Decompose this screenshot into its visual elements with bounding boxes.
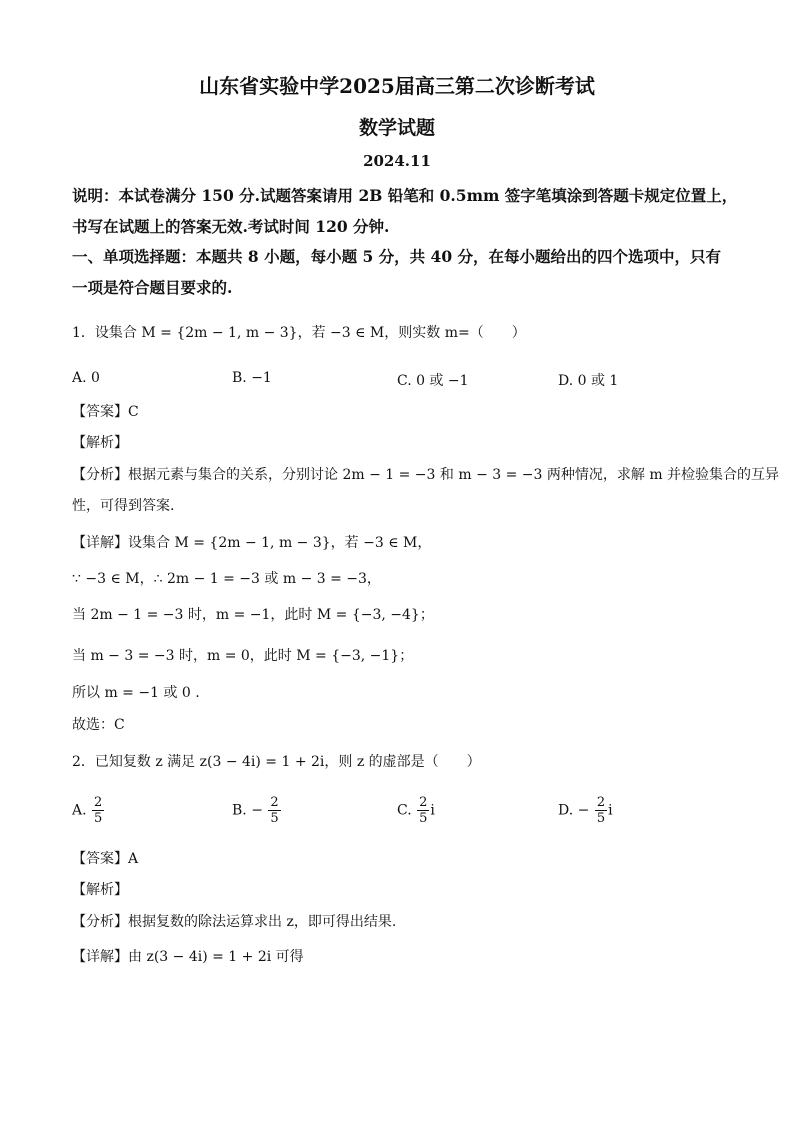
fraction-numerator: 2 <box>419 795 428 810</box>
imaginary-unit: i <box>430 802 435 819</box>
q2-option-c-fraction <box>417 795 429 826</box>
fraction-numerator: 2 <box>94 795 103 810</box>
q1-stem: 1．设集合 M = {2m − 1, m − 3}，若 −3 ∈ M，则实数 m=（ ） <box>72 325 526 341</box>
q2-option-b-fraction <box>268 795 280 826</box>
q2-stem: 2．已知复数 z 满足 z(3 − 4i) = 1 + 2i，则 z 的虚部是（ ） <box>72 754 481 770</box>
fraction-denominator: 5 <box>419 811 428 826</box>
imaginary-unit: i <box>608 802 613 819</box>
page-subtitle: 数学试题 <box>358 117 435 139</box>
q2-option-a-fraction <box>92 795 104 826</box>
q1-fenxi-line-2: 性，可得到答案. <box>72 498 175 514</box>
fraction-numerator: 2 <box>596 795 606 810</box>
section-heading-line-1: 一、单项选择题：本题共 8 小题，每小题 5 分，共 40 分，在每小题给出的四个选项中，只有 <box>72 247 722 266</box>
q2-detail-line-1: 【详解】由 z(3 − 4i) = 1 + 2i 可得 <box>72 949 304 965</box>
q1-detail-line-2: ∵ −3 ∈ M，∴ 2m − 1 = −3 或 m − 3 = −3， <box>72 571 381 587</box>
q1-detail-line-3: 当 2m − 1 = −3 时，m = −1，此时 M = {−3, −4}； <box>72 607 434 623</box>
q2-option-c-label: C. <box>397 802 412 819</box>
q2-fenxi: 【分析】根据复数的除法运算求出 z，即可得出结果. <box>72 914 397 930</box>
q2-option-b <box>232 795 282 826</box>
q1-answer: 【答案】C <box>72 404 139 420</box>
q1-detail-line-5: 所以 m = −1 或 0 . <box>72 685 200 701</box>
exam-date: 2024.11 <box>363 152 431 170</box>
q1-detail-line-4: 当 m − 3 = −3 时，m = 0，此时 M = {−3, −1}； <box>72 648 414 664</box>
q2-option-d <box>558 795 613 826</box>
q1-option-a: A. 0 <box>72 370 100 386</box>
q2-option-c <box>397 795 435 826</box>
q1-fenxi-line-1: 【分析】根据元素与集合的关系，分别讨论 2m − 1 = −3 和 m − 3 = −3 两种情况，求解 m 并检验集合的互异 <box>72 467 780 483</box>
q2-option-a-label: A. <box>72 802 87 819</box>
q1-analysis-label: 【解析】 <box>72 435 128 451</box>
section-heading-line-2: 一项是符合题目要求的. <box>72 278 233 297</box>
q2-analysis-label: 【解析】 <box>72 882 128 898</box>
instructions-line-1: 说明：本试卷满分 150 分.试题答案请用 2B 铅笔和 0.5mm 签字笔填涂到答题卡规定位置上， <box>72 186 738 205</box>
q2-option-d-fraction <box>595 795 607 826</box>
fraction-denominator: 5 <box>94 811 103 826</box>
page-title: 山东省实验中学2025届高三第二次诊断考试 <box>199 74 595 98</box>
q2-option-b-label: B. − <box>232 802 263 819</box>
q1-option-b: B. −1 <box>232 370 272 386</box>
fraction-denominator: 5 <box>596 811 606 826</box>
fraction-numerator: 2 <box>270 795 279 810</box>
instructions-line-2: 书写在试题上的答案无效.考试时间 120 分钟. <box>72 217 390 236</box>
q1-option-c: C. 0 或 −1 <box>397 373 469 389</box>
q1-choice: 故选：C <box>72 717 125 733</box>
q2-option-d-label: D. − <box>558 802 590 819</box>
q2-answer: 【答案】A <box>72 851 139 867</box>
q1-option-d: D. 0 或 1 <box>558 373 619 389</box>
fraction-denominator: 5 <box>270 811 279 826</box>
q1-detail-line-1: 【详解】设集合 M = {2m − 1, m − 3}，若 −3 ∈ M， <box>72 535 432 551</box>
q2-option-a <box>72 795 105 826</box>
